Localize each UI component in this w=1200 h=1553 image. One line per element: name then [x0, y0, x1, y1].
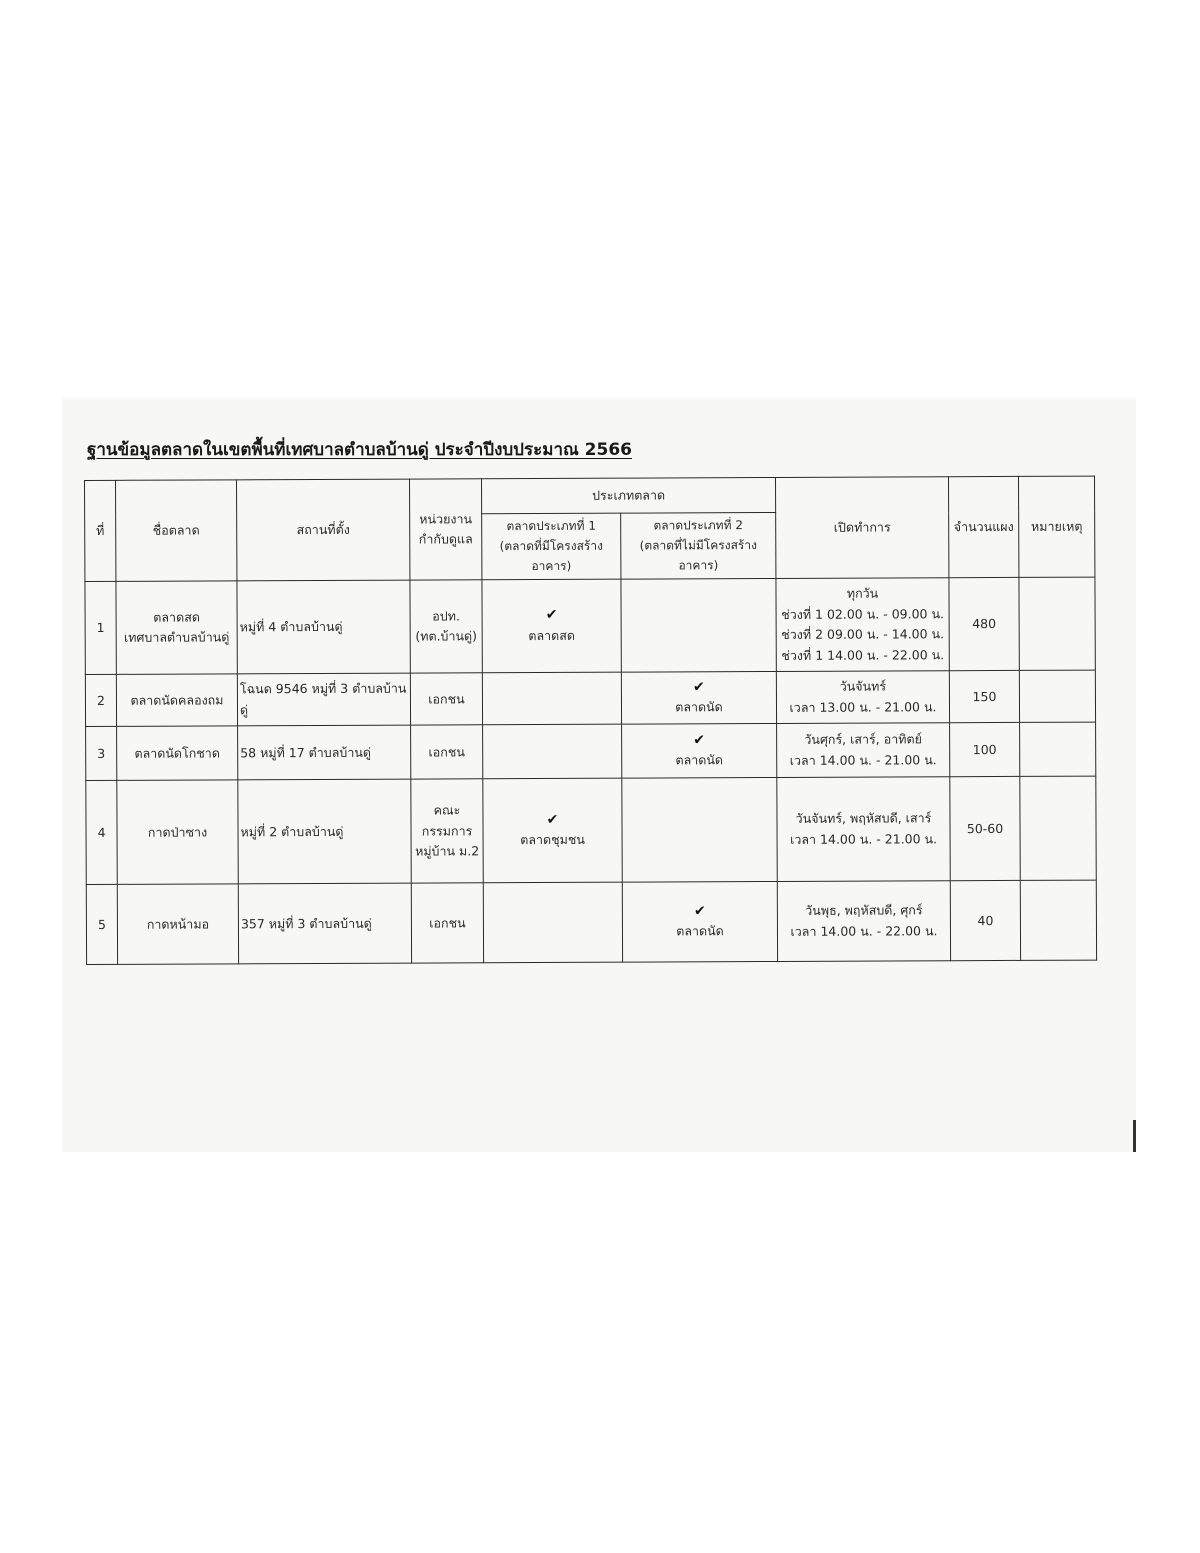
row-hours	[777, 723, 950, 778]
row-location: 58 หมู่ที่ 17 ตำบลบ้านดู่	[238, 725, 411, 780]
row-hours	[776, 578, 949, 672]
header-type2-line1: ตลาดประเภทที่ 2	[653, 518, 743, 533]
header-type1-line1: ตลาดประเภทที่ 1	[506, 518, 596, 534]
row-agency	[411, 779, 483, 883]
row-stalls: 40	[950, 881, 1020, 961]
row-hours-line: วันพุธ, พฤหัสบดี, ศุกร์	[805, 902, 923, 919]
row-stalls: 50-60	[950, 777, 1020, 881]
row-name: กาดหน้ามอ	[117, 884, 238, 965]
row-agency-line2: กรรมการ	[421, 822, 473, 839]
row-no: 1	[85, 582, 116, 675]
row-location: โฉนด 9546 หมู่ที่ 3 ตำบลบ้านดู่	[237, 673, 410, 726]
header-type1	[482, 513, 621, 580]
row-remarks	[1019, 577, 1095, 670]
header-no: ที่	[85, 480, 116, 582]
row-agency: เอกชน	[411, 883, 483, 963]
row-remarks	[1020, 722, 1096, 776]
table-row	[85, 670, 1095, 726]
row-location: หมู่ที่ 2 ตำบลบ้านดู่	[238, 779, 411, 884]
header-location: สถานที่ตั้ง	[237, 479, 410, 581]
header-agency-line1: หน่วยงาน	[419, 510, 473, 527]
row-name-line2: เทศบาลตำบลบ้านดู่	[123, 629, 230, 646]
row-remarks	[1020, 776, 1096, 880]
scan-edge-mark	[1133, 1120, 1136, 1152]
document-title: ฐานข้อมูลตลาดในเขตพื้นที่เทศบาลตำบลบ้านดู่ ประจำปีงบประมาณ 2566	[87, 440, 632, 460]
row-no: 3	[86, 727, 117, 781]
table-row	[86, 722, 1096, 780]
row-type1	[482, 580, 621, 674]
row-type2-label: ตลาดนัด	[675, 699, 723, 715]
row-name	[116, 581, 237, 675]
row-type2-label: ตลาดนัด	[676, 923, 724, 939]
row-stalls: 150	[949, 671, 1019, 723]
row-type1	[483, 725, 622, 780]
row-name: ตลาดนัดคลองถม	[116, 674, 237, 727]
row-hours-line: เวลา 13.00 น. - 21.00 น.	[789, 699, 937, 715]
row-hours-line: ช่วงที่ 2 09.00 น. - 14.00 น.	[781, 626, 945, 643]
row-stalls: 100	[950, 723, 1020, 777]
row-agency: เอกชน	[411, 725, 483, 779]
row-type1-label: ตลาดชุมชน	[520, 832, 585, 848]
header-hours: เปิดทำการ	[775, 477, 948, 579]
header-type2	[621, 512, 776, 579]
row-type2	[621, 672, 776, 725]
row-location: 357 หมู่ที่ 3 ตำบลบ้านดู่	[238, 883, 411, 964]
row-location: หมู่ที่ 4 ตำบลบ้านดู่	[237, 580, 410, 674]
header-stalls: จำนวนแผง	[948, 476, 1018, 578]
header-remarks: หมายเหตุ	[1018, 476, 1094, 578]
check-mark-icon: ✔	[693, 732, 706, 749]
row-name-line1: ตลาดสด	[153, 609, 200, 625]
row-type1	[483, 779, 622, 884]
row-hours-line: วันศุกร์, เสาร์, อาทิตย์	[804, 731, 922, 748]
header-type2-line2: (ตลาดที่ไม่มีโครงสร้างอาคาร)	[639, 537, 757, 573]
row-no: 2	[85, 675, 116, 727]
row-hours-line: ช่วงที่ 1 14.00 น. - 22.00 น.	[781, 647, 945, 663]
row-hours-line: เวลา 14.00 น. - 22.00 น.	[790, 923, 938, 939]
header-name: ชื่อตลาด	[116, 480, 237, 582]
header-market-type: ประเภทตลาด	[481, 477, 775, 513]
row-hours-line: วันจันทร์	[839, 678, 887, 694]
header-agency-line2: กำกับดูแล	[418, 531, 473, 547]
market-table	[84, 476, 1097, 966]
table-row	[86, 776, 1096, 884]
header-agency	[409, 479, 481, 581]
row-stalls: 480	[949, 578, 1019, 671]
row-type1-label: ตลาดสด	[528, 627, 576, 643]
row-no: 5	[86, 885, 117, 965]
row-type2	[622, 882, 777, 963]
row-agency-line2: (ทต.บ้านดู่)	[415, 628, 478, 644]
row-hours-line: วันจันทร์, พฤหัสบดี, เสาร์	[795, 810, 932, 827]
row-no: 4	[86, 781, 117, 885]
row-hours-line: เวลา 14.00 น. - 21.00 น.	[790, 831, 938, 847]
row-agency-line1: อปท.	[432, 608, 460, 624]
row-type2	[622, 778, 777, 883]
check-mark-icon: ✔	[546, 811, 559, 828]
row-remarks	[1020, 880, 1096, 960]
header-row-1	[85, 476, 1095, 515]
row-hours-line: เวลา 14.00 น. - 21.00 น.	[789, 752, 937, 768]
row-name: กาดป่าซาง	[117, 780, 238, 885]
check-mark-icon: ✔	[545, 607, 558, 624]
row-type1	[483, 883, 622, 964]
header-type1-line2: (ตลาดที่มีโครงสร้างอาคาร)	[499, 538, 603, 573]
row-agency	[410, 580, 482, 673]
table-row	[86, 880, 1096, 964]
row-agency-line1: คณะ	[433, 802, 461, 818]
row-type2-label: ตลาดนัด	[675, 752, 724, 768]
row-type2	[622, 724, 777, 779]
row-hours	[777, 777, 950, 882]
check-mark-icon: ✔	[693, 903, 706, 920]
row-name: ตลาดนัดโกชาด	[117, 726, 238, 781]
check-mark-icon: ✔	[692, 679, 705, 696]
row-hours	[777, 881, 950, 962]
row-hours	[776, 671, 949, 724]
row-hours-line: ทุกวัน	[846, 585, 879, 601]
table-row	[85, 577, 1095, 674]
row-remarks	[1019, 670, 1095, 722]
row-type1	[482, 673, 621, 726]
row-agency-line3: หมู่บ้าน ม.2	[415, 843, 480, 859]
row-agency: เอกชน	[410, 673, 482, 725]
row-type2	[621, 579, 776, 673]
row-hours-line: ช่วงที่ 1 02.00 น. - 09.00 น.	[781, 606, 944, 622]
